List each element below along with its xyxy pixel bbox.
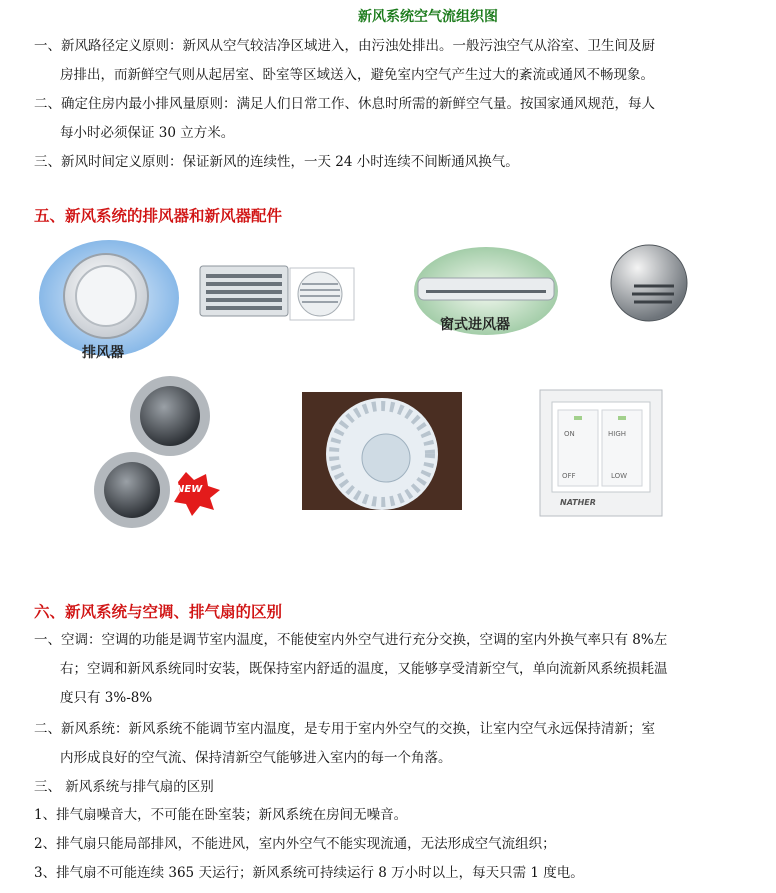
grille-icon bbox=[198, 262, 358, 324]
window-inlet-caption: 窗式进风器 bbox=[440, 317, 510, 333]
switch-brand: NATHER bbox=[560, 498, 596, 507]
switch-low-label: LOW bbox=[611, 472, 628, 480]
difference-fresh-air bbox=[34, 715, 750, 773]
hood-vent-icon bbox=[608, 242, 690, 324]
principle-1 bbox=[34, 32, 750, 90]
point-3: 3、排气扇不可能连续 365 天运行；新风系统可持续运行 8 万小时以上，每天只需 1 度电。 bbox=[34, 865, 584, 881]
principle-1-prefix: 一、 bbox=[34, 38, 61, 54]
switch-on-label: ON bbox=[564, 430, 575, 438]
point-2: 2、排气扇只能局部排风，不能进风，室内外空气不能实现流通，无法形成空气流组织； bbox=[34, 836, 556, 852]
principle-3-prefix: 三、 bbox=[34, 154, 61, 170]
section-6-heading: 六、新风系统与空调、排气扇的区别 bbox=[34, 602, 283, 621]
pleated-diffuser-image bbox=[302, 392, 462, 510]
principle-2-continued: 每小时必须保证 30 立方米。 bbox=[60, 125, 235, 141]
exhaust-fan-subheading: 三、 新风系统与排气扇的区别 bbox=[34, 779, 214, 795]
hood-vent-image bbox=[608, 242, 690, 324]
difference-ac-line3: 度只有 3%-8% bbox=[60, 690, 153, 706]
switch-off-label: OFF bbox=[562, 472, 576, 480]
wall-switch-icon bbox=[538, 388, 664, 518]
difference-ac-line2: 右；空调和新风系统同时安装，既保持室内舒适的温度，又能够享受清新空气，单向流新风系统损耗温 bbox=[60, 661, 668, 677]
pleated-diffuser-icon bbox=[302, 392, 462, 510]
difference-ac bbox=[34, 626, 750, 713]
principle-3-text: 新风时间定义原则：保证新风的连续性，一天 24 小时连续不间断通风换气。 bbox=[61, 154, 519, 170]
section-5-heading: 五、新风系统的排风器和新风器配件 bbox=[34, 206, 283, 225]
principle-2-prefix: 二、 bbox=[34, 96, 61, 112]
difference-fresh-air-line2: 内形成良好的空气流、保持清新空气能够进入室内的每一个角落。 bbox=[60, 750, 452, 766]
principle-3 bbox=[34, 148, 750, 177]
principle-1-text: 新风路径定义原则：新风从空气较洁净区域进入，由污浊处排出。一般污浊空气从浴室、卫生间及厨 bbox=[61, 38, 655, 54]
difference-fresh-air-text: 新风系统：新风系统不能调节室内温度，是专用于室内外空气的交换，让室内空气永远保持清新；室 bbox=[61, 721, 655, 737]
principle-2 bbox=[34, 90, 750, 148]
principle-2-text: 确定住房内最小排风量原则：满足人们日常工作、休息时所需的新鲜空气量。按国家通风规范，每人 bbox=[61, 96, 655, 112]
switch-high-label: HIGH bbox=[608, 430, 627, 438]
exhaust-caption: 排风器 bbox=[82, 345, 124, 361]
difference-fresh-air-prefix: 二、 bbox=[34, 721, 61, 737]
point-1: 1、排气扇噪音大，不可能在卧室装；新风系统在房间无噪音。 bbox=[34, 807, 408, 823]
grille-image bbox=[198, 262, 358, 324]
disc-valve-icon bbox=[92, 372, 232, 532]
new-badge: NEW bbox=[176, 484, 203, 495]
page-title: 新风系统空气流组织图 bbox=[358, 9, 498, 25]
disc-valve-image bbox=[92, 372, 232, 532]
wall-switch-image bbox=[538, 388, 664, 518]
principle-1-continued: 房排出，而新鲜空气则从起居室、卧室等区域送入，避免室内空气产生过大的紊流或通风不畅现象。 bbox=[60, 67, 654, 83]
difference-ac-prefix: 一、 bbox=[34, 632, 61, 648]
difference-ac-text: 空调：空调的功能是调节室内温度，不能使室内外空气进行充分交换，空调的室内外换气率只有 8%左 bbox=[61, 632, 668, 648]
